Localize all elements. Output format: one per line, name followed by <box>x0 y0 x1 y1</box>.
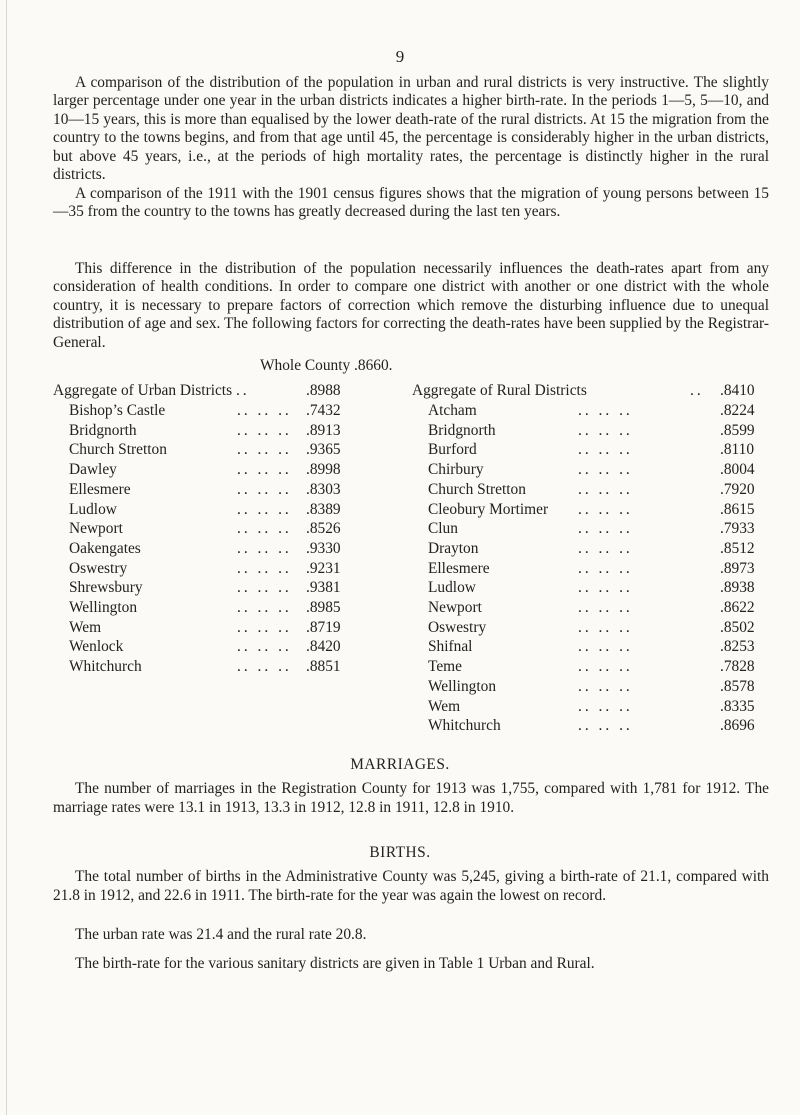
urban-leader-dots: .. .. .. <box>237 658 292 676</box>
paragraph-text: This difference in the distribution of the population necessarily influences the death-rates apart from any consideration of health conditions. In order to compare one district with another or one district with the whole country, it is necessary to prepare factors of correction which remove the disturbing influence due to unequal distribution of age and sex. The following factors for correcting the death-rates have been supplied by the Registrar-General. <box>53 260 769 351</box>
rural-row <box>428 717 768 735</box>
rural-factor-value: .8696 <box>720 717 755 735</box>
rural-row <box>428 501 768 519</box>
rural-district-name: Clun <box>428 520 458 538</box>
urban-leader-dots: .. .. .. <box>237 579 292 597</box>
rural-row <box>428 481 768 499</box>
rural-district-name: Ludlow <box>428 579 476 597</box>
urban-district-name: Oakengates <box>69 539 141 557</box>
rural-leader-dots: .. .. .. <box>578 520 633 538</box>
rural-row <box>428 599 768 617</box>
urban-row <box>69 441 369 459</box>
paragraph-text: A comparison of the 1911 with the 1901 census figures shows that the migration of young persons between 15—35 from the country to the towns has greatly decreased during the last ten years. <box>53 185 769 221</box>
rural-leader-dots: .. .. .. <box>578 579 633 597</box>
rural-leader-dots: .. .. .. <box>578 599 633 616</box>
births-paragraph-3 <box>53 954 769 973</box>
births-text-3: The birth-rate for the various sanitary districts are given in Table 1 Urban and Rural. <box>75 955 595 972</box>
rural-district-name: Burford <box>428 441 477 459</box>
urban-factor-value: .8420 <box>306 638 341 656</box>
rural-leader-dots: .. .. .. <box>578 717 633 735</box>
marriages-heading: MARRIAGES. <box>350 756 450 773</box>
rural-factor-value: .8615 <box>720 500 755 518</box>
rural-district-name: Wem <box>428 697 461 715</box>
urban-district-name: Church Stretton <box>69 441 167 459</box>
urban-district-name: Wem <box>69 618 102 636</box>
urban-row <box>69 422 369 440</box>
urban-district-name: Newport <box>69 520 123 538</box>
rural-row <box>428 540 768 558</box>
urban-row <box>69 461 369 479</box>
rural-leader-dots: .. .. .. <box>578 697 633 715</box>
urban-factor-value: .9365 <box>306 441 341 459</box>
rural-row <box>428 422 768 440</box>
page-edge-line <box>6 0 7 1115</box>
rural-heading-dots: .. <box>690 382 704 399</box>
paragraph-census <box>53 185 769 222</box>
rural-leader-dots: .. .. .. <box>578 618 633 636</box>
page-number: 9 <box>395 47 405 66</box>
paragraph-text: A comparison of the distribution of the population in urban and rural districts is very instructive. The slightly larger percentage under one year in the urban districts indicates a higher birth-rate. In the periods 1—5, 5—10, and 10—15 years, this is more than equalised by the lower death-rate of the rural districts. At 15 the migration from the country to the towns begins, and from that age until 45, the percentage is considerably higher in the urban districts, but above 45 years, i.e., at the periods of high mortality rates, the percentage is distinctly higher in the rural districts. <box>53 74 769 184</box>
rural-row <box>428 658 768 676</box>
paragraph-correction-factors <box>53 260 769 352</box>
urban-factor-value: .8303 <box>306 480 341 498</box>
births-text-2: The urban rate was 21.4 and the rural rate 20.8. <box>75 926 367 943</box>
urban-district-name: Shrewsbury <box>69 579 143 597</box>
urban-district-name: Whitchurch <box>69 658 142 676</box>
rural-factor-value: .8110 <box>720 441 755 459</box>
urban-row <box>69 481 369 499</box>
urban-factor-value: .7432 <box>306 402 341 419</box>
urban-district-name: Dawley <box>69 461 117 479</box>
rural-factor-value: .7920 <box>720 480 755 498</box>
urban-district-name: Ellesmere <box>69 480 131 498</box>
urban-district-name: Oswestry <box>69 559 128 577</box>
urban-leader-dots: .. .. .. <box>237 421 292 439</box>
rural-row <box>428 461 768 479</box>
rural-leader-dots: .. .. .. <box>578 559 633 577</box>
rural-factor-value: .8973 <box>720 559 755 577</box>
rural-row <box>428 619 768 637</box>
urban-heading-row: Aggregate of Urban Districts .. <box>53 382 250 399</box>
rural-district-name: Shifnal <box>428 638 473 656</box>
urban-heading: Aggregate of Urban Districts <box>53 382 233 399</box>
births-text-1: The total number of births in the Administrative County was 5,245, giving a birth-rate of 21.1, compared with 21.8 in 1912, and 22.6 in 1911. The birth-rate for the year was again the lowest on record. <box>53 868 769 904</box>
urban-leader-dots: .. .. .. <box>237 520 292 538</box>
rural-factor-value: .8224 <box>720 402 755 419</box>
rural-factor-value: .8512 <box>720 539 755 557</box>
rural-leader-dots: .. .. .. <box>578 461 633 479</box>
urban-factor-value: .9231 <box>306 559 341 577</box>
rural-leader-dots: .. .. .. <box>578 677 633 695</box>
rural-heading: Aggregate of Rural Districts <box>412 382 587 399</box>
urban-leader-dots: .. .. .. <box>237 500 292 518</box>
rural-district-name: Wellington <box>428 677 497 695</box>
marriages-text: The number of marriages in the Registration County for 1913 was 1,755, compared with 1,781 for 1912. The marriage rates were 13.1 in 1913, 13.3 in 1912, 12.8 in 1911, 12.8 in 1910. <box>53 780 769 816</box>
rural-row <box>428 638 768 656</box>
rural-row <box>428 678 768 696</box>
urban-leader-dots: .. .. .. <box>237 441 292 459</box>
urban-district-name: Bridgnorth <box>69 421 137 439</box>
urban-factor-value: .8389 <box>306 500 341 518</box>
rural-leader-dots: .. .. .. <box>578 658 633 676</box>
urban-factor-value: .8526 <box>306 520 341 538</box>
urban-row <box>69 501 369 519</box>
rural-leader-dots: .. .. .. <box>578 539 633 557</box>
urban-row <box>69 520 369 538</box>
urban-row <box>69 638 369 656</box>
rural-district-name: Cleobury Mortimer <box>428 500 549 518</box>
rural-factor-value: .8622 <box>720 599 755 616</box>
rural-district-name: Chirbury <box>428 461 484 479</box>
rural-row <box>428 698 768 716</box>
rural-district-name: Oswestry <box>428 618 487 636</box>
births-paragraph-2 <box>53 925 769 944</box>
urban-leader-dots: .. .. .. <box>237 618 292 636</box>
rural-district-name: Ellesmere <box>428 559 490 577</box>
urban-leader-dots: .. .. .. <box>237 402 292 419</box>
rural-factor-value: .8599 <box>720 421 755 439</box>
urban-district-name: Wellington <box>69 599 138 616</box>
urban-factor-value: .8719 <box>306 618 341 636</box>
urban-row <box>69 658 369 676</box>
rural-row <box>428 402 768 420</box>
urban-factor-value: .8985 <box>306 599 341 616</box>
rural-row <box>428 560 768 578</box>
urban-factor-value: .9330 <box>306 539 341 557</box>
rural-factor-value: .8578 <box>720 677 755 695</box>
urban-leader-dots: .. .. .. <box>237 638 292 656</box>
urban-row <box>69 540 369 558</box>
urban-leader-dots: .. .. .. <box>237 539 292 557</box>
rural-district-name: Church Stretton <box>428 480 526 498</box>
births-paragraph-1 <box>53 867 769 905</box>
rural-factor-value: .8502 <box>720 618 755 636</box>
births-heading: BIRTHS. <box>369 844 431 861</box>
rural-factor-value: .8004 <box>720 461 755 479</box>
rural-row <box>428 441 768 459</box>
urban-factor-value: .8851 <box>306 658 341 676</box>
urban-district-name: Bishop’s Castle <box>69 402 166 419</box>
rural-district-name: Atcham <box>428 402 477 419</box>
rural-district-name: Teme <box>428 658 462 676</box>
urban-heading-value: .8988 <box>306 382 341 399</box>
rural-heading-value: .8410 <box>720 382 755 399</box>
whole-county-factor: Whole County .8660. <box>260 357 393 374</box>
urban-row <box>69 619 369 637</box>
urban-row <box>69 402 369 420</box>
urban-district-name: Ludlow <box>69 500 117 518</box>
rural-district-name: Bridgnorth <box>428 421 496 439</box>
rural-factor-value: .7933 <box>720 520 755 538</box>
urban-factor-value: .8998 <box>306 461 341 479</box>
rural-leader-dots: .. .. .. <box>578 421 633 439</box>
urban-factor-value: .9381 <box>306 579 341 597</box>
urban-factor-value: .8913 <box>306 421 341 439</box>
rural-leader-dots: .. .. .. <box>578 402 633 419</box>
rural-district-name: Whitchurch <box>428 717 501 735</box>
rural-factor-value: .8335 <box>720 697 755 715</box>
rural-row <box>428 579 768 597</box>
urban-leader-dots: .. .. .. <box>237 599 292 616</box>
urban-row <box>69 599 369 617</box>
rural-factor-value: .8938 <box>720 579 755 597</box>
urban-row <box>69 579 369 597</box>
rural-leader-dots: .. .. .. <box>578 480 633 498</box>
paragraph-distribution <box>53 74 769 184</box>
rural-leader-dots: .. .. .. <box>578 638 633 656</box>
rural-row <box>428 520 768 538</box>
rural-factor-value: .8253 <box>720 638 755 656</box>
urban-district-name: Wenlock <box>69 638 124 656</box>
rural-district-name: Drayton <box>428 539 479 557</box>
urban-leader-dots: .. .. .. <box>237 480 292 498</box>
rural-district-name: Newport <box>428 599 482 616</box>
rural-leader-dots: .. .. .. <box>578 500 633 518</box>
marriages-paragraph <box>53 779 769 817</box>
rural-factor-value: .7828 <box>720 658 755 676</box>
urban-leader-dots: .. .. .. <box>237 559 292 577</box>
urban-row <box>69 560 369 578</box>
urban-leader-dots: .. .. .. <box>237 461 292 479</box>
rural-leader-dots: .. .. .. <box>578 441 633 459</box>
